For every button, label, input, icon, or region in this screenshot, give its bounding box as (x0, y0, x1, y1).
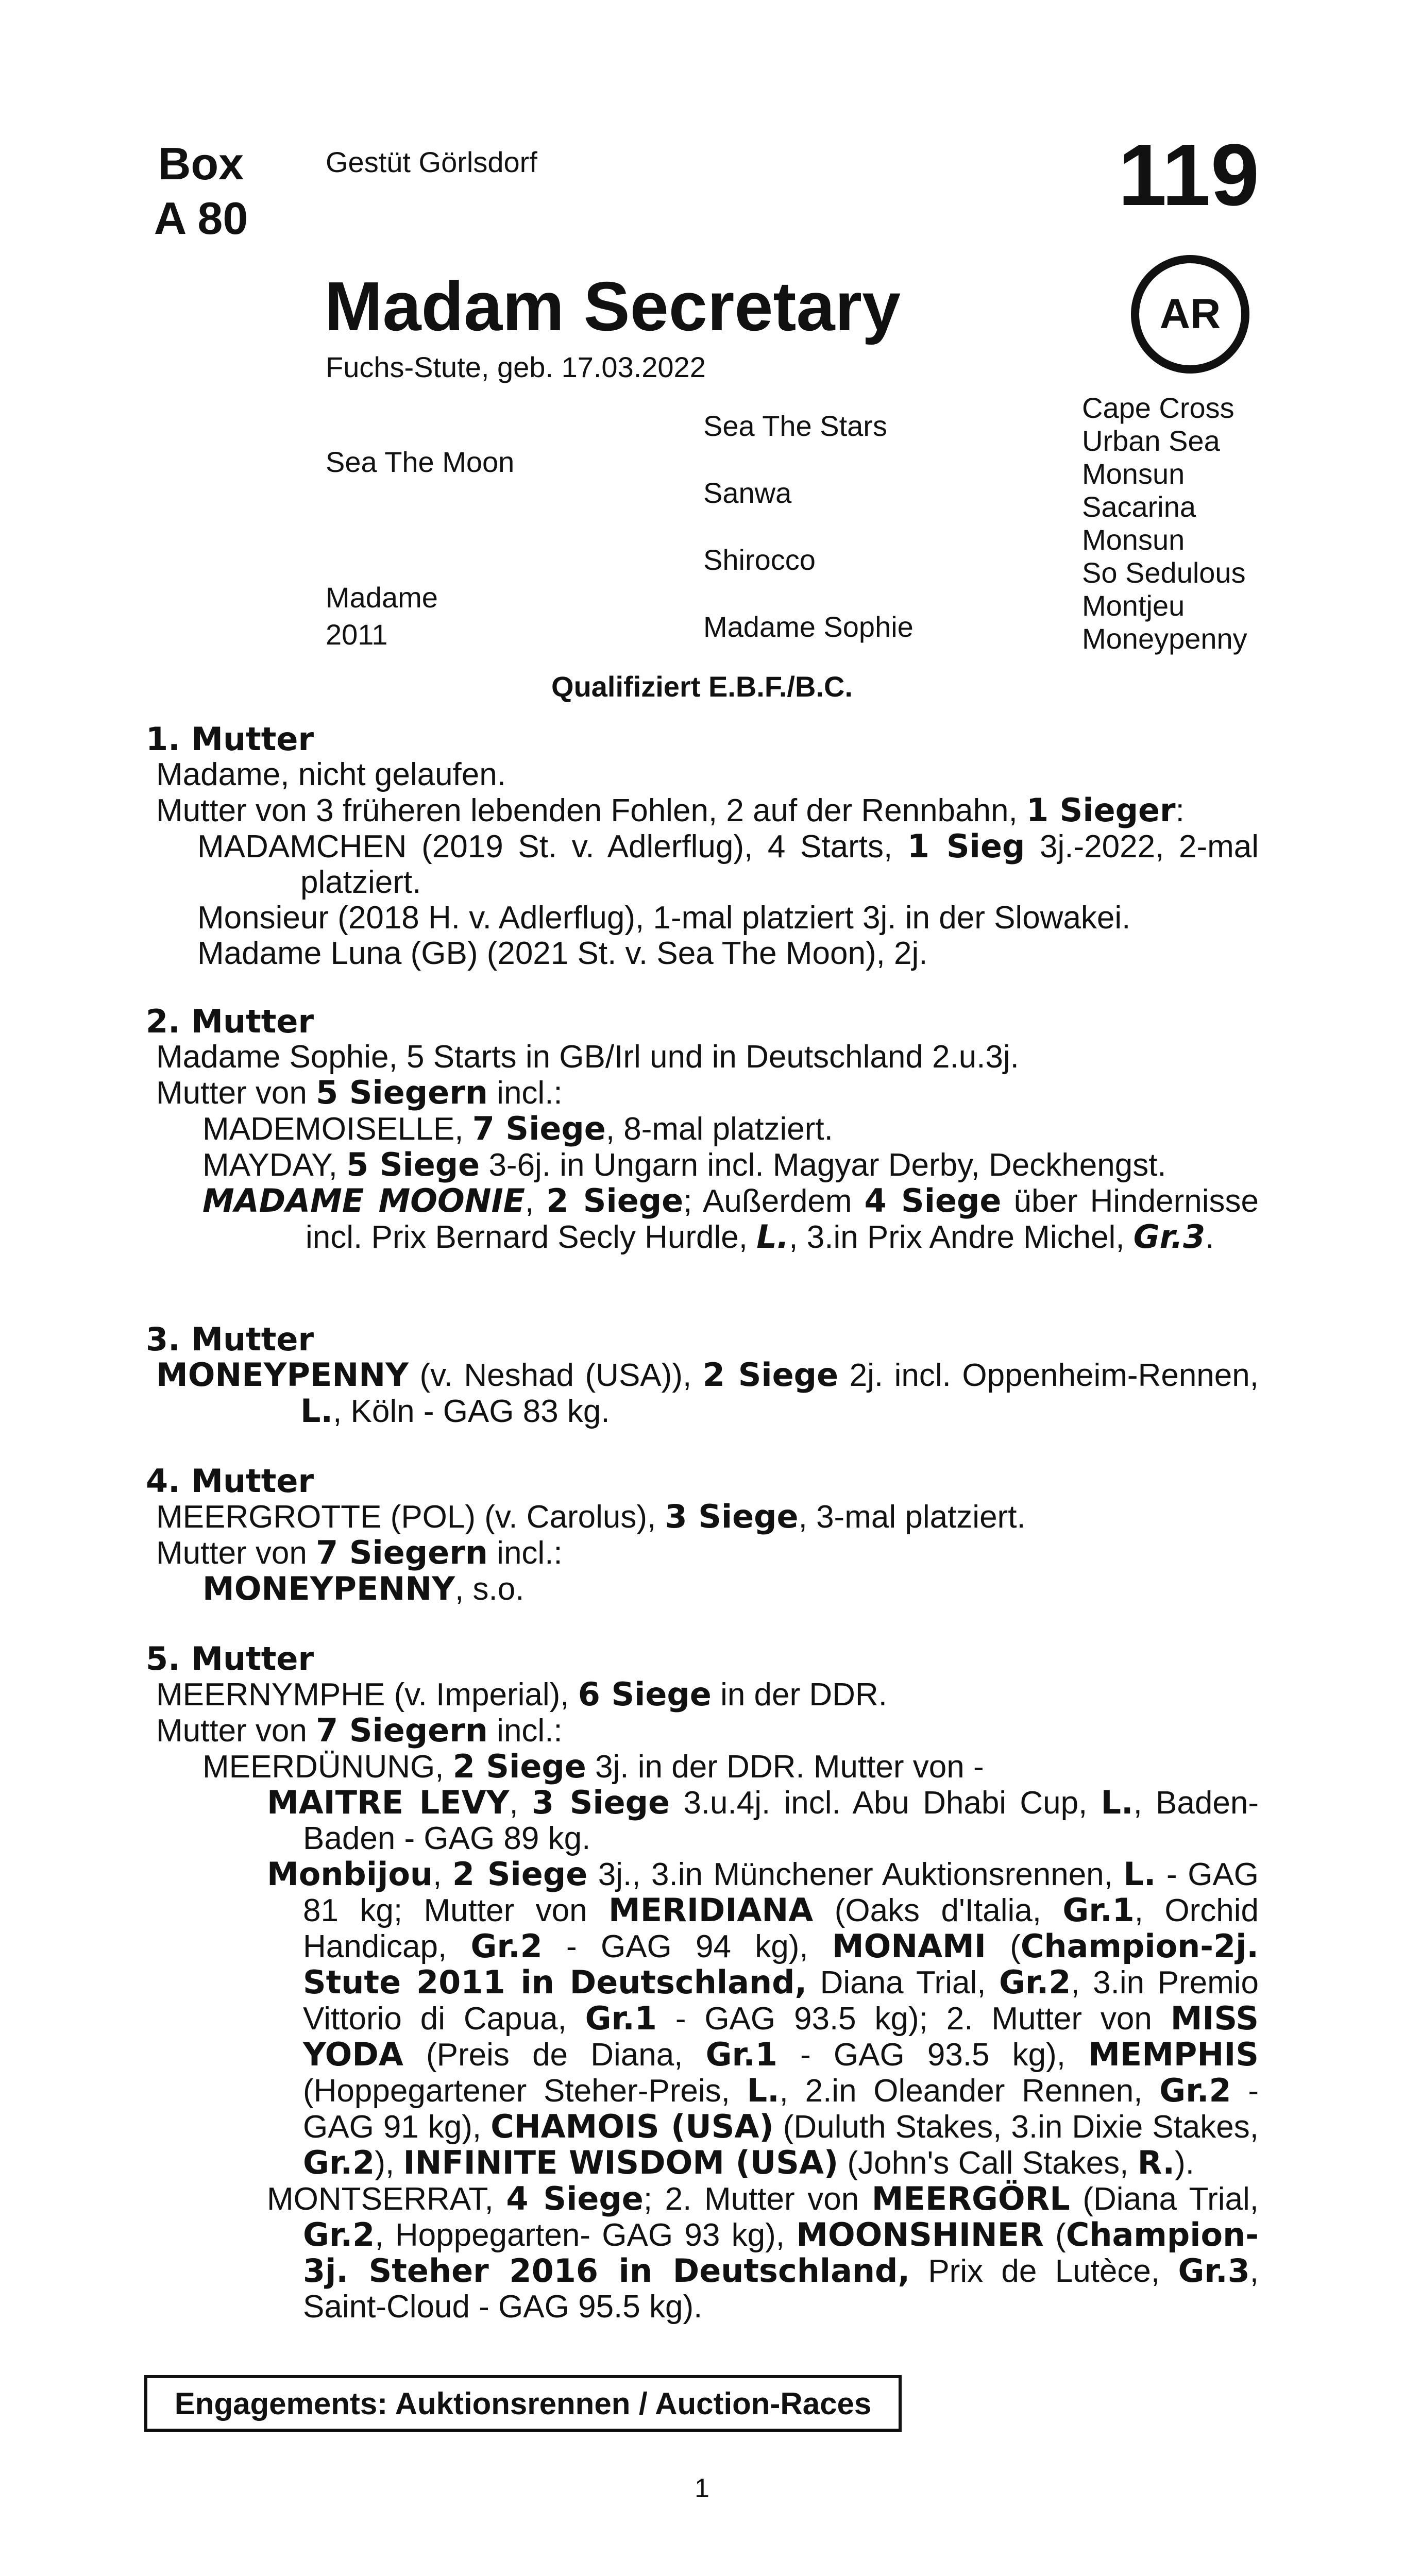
text: Mutter von 3 früheren lebenden Fohlen, 2 auf der Rennbahn, (156, 793, 1026, 828)
horse-name-emph: MERIDIANA (608, 1891, 814, 1929)
text: ), (375, 2145, 403, 2181)
horse-name-emph: MISS YODA (303, 1999, 1259, 2073)
horse-name: Madam Secretary (325, 267, 901, 345)
text: 2j. incl. Oppenheim-Rennen, (838, 1358, 1259, 1393)
race-grade: L. (1101, 1784, 1134, 1821)
win-count: 1 Sieg (907, 827, 1025, 865)
page-number: 1 (695, 2473, 709, 2503)
text: : (1175, 793, 1185, 828)
produce-entry (146, 2181, 1259, 2325)
win-count: 3 Siege (531, 1784, 670, 1821)
box-line-2: A 80 (154, 193, 248, 244)
text: , s.o. (455, 1571, 525, 1607)
text: MADAMCHEN (2019 St. v. Adlerflug), 4 Starts, (197, 829, 907, 865)
win-count: 6 Siege (578, 1675, 712, 1713)
text: ; 2. Mutter von (643, 2181, 872, 2217)
text: (Diana Trial, (1070, 2181, 1259, 2217)
produce-entry (146, 1183, 1259, 1255)
text: MEERGROTTE (POL) (v. Carolus), (156, 1499, 665, 1535)
dam-produce-summary (146, 1713, 1259, 1749)
text: - GAG 93.5 kg), (777, 2037, 1089, 2073)
text: incl.: (487, 1075, 563, 1111)
text: (Oaks d'Italia, (813, 1893, 1063, 1928)
text: , 3.in Prix Andre Michel, (789, 1219, 1134, 1255)
dam-produce-summary (146, 1075, 1259, 1111)
win-count: 3 Siege (665, 1498, 799, 1535)
pedigree-dam-sire: Shirocco (703, 544, 816, 576)
section-title: 5. Mutter (146, 1640, 314, 1677)
race-grade: Gr.2 (999, 1963, 1071, 2001)
text: MAYDAY, (202, 1147, 347, 1183)
text: MEERNYMPHE (v. Imperial), (156, 1677, 578, 1713)
dam-summary: Madame, nicht gelaufen. (156, 757, 506, 792)
section-title: 2. Mutter (146, 1003, 314, 1040)
race-grade: R. (1137, 2144, 1175, 2181)
text: ; Außerdem (683, 1183, 865, 1219)
win-count: 2 Siege (702, 1356, 839, 1394)
pedigree-sire-dam: Sanwa (703, 477, 792, 509)
pedigree-ancestor: Cape Cross (1082, 392, 1234, 424)
text: MONTSERRAT, (267, 2181, 506, 2217)
horse-name-emph: Monbijou (267, 1855, 433, 1893)
text: - GAG 91 kg), (303, 2073, 1259, 2145)
dam-summary (146, 1676, 1259, 1713)
winner-count: 1 Sieger (1026, 791, 1176, 829)
dam-summary (146, 1357, 1259, 1429)
race-grade: Gr.1 (705, 2036, 777, 2073)
win-count: 2 Siege (452, 1748, 586, 1785)
section-title: 1. Mutter (146, 720, 314, 758)
race-grade: L. (747, 2072, 780, 2109)
box-line-1: Box (158, 138, 244, 189)
text: (v. Neshad (USA)), (409, 1358, 703, 1393)
produce-entry (146, 1571, 1259, 1607)
horse-name-emph: MOONSHINER (796, 2216, 1044, 2253)
badge-label: AR (1159, 291, 1221, 337)
pedigree-ancestor: Moneypenny (1082, 622, 1247, 655)
text: (Hoppegartener Steher-Preis, (303, 2073, 747, 2109)
horse-details: Fuchs-Stute, geb. 17.03.2022 (326, 351, 706, 383)
pedigree-sire: Sea The Moon (326, 446, 515, 478)
champion-title: Champion-3j. Steher 2016 in Deutschland, (303, 2216, 1259, 2290)
text: Mutter von (156, 1075, 316, 1111)
pedigree-ancestor: Montjeu (1082, 589, 1185, 622)
text: MADEMOISELLE, (202, 1111, 472, 1147)
text: (John's Call Stakes, (838, 2145, 1138, 2181)
produce-entry (146, 828, 1259, 900)
text: 3j.-2022, 2-mal platziert. (300, 829, 1259, 900)
text: incl.: (487, 1535, 563, 1571)
race-grade: Gr.3 (1178, 2252, 1250, 2290)
ar-badge-icon (1131, 255, 1249, 374)
horse-name-emph: MONAMI (832, 1927, 986, 1965)
text: , Hoppegarten- GAG 93 kg), (375, 2217, 797, 2253)
produce-entry: Madame Luna (GB) (2021 St. v. Sea The Moon), 2j. (197, 936, 928, 971)
race-grade: Gr.2 (303, 2144, 375, 2181)
winner-count: 7 Siegern (316, 1534, 488, 1571)
text: Mutter von (156, 1535, 316, 1571)
text: ( (986, 1929, 1021, 1964)
pedigree-ancestor: Urban Sea (1082, 425, 1220, 457)
breeder: Gestüt Görlsdorf (326, 146, 537, 178)
produce-entry (146, 1111, 1259, 1147)
text: 3j. in der DDR. Mutter von - (586, 1749, 984, 1785)
text: (Preis de Diana, (403, 2037, 706, 2073)
pedigree-dam: Madame (326, 581, 438, 614)
race-grade: Gr.1 (1062, 1891, 1135, 1929)
text: , 3.in Premio Vittorio di Capua, (303, 1965, 1259, 2037)
produce-entry (146, 1749, 1259, 1785)
text: MEERDÜNUNG, (202, 1749, 453, 1785)
win-count: 2 Siege (452, 1855, 588, 1893)
race-grade: L. (1123, 1855, 1156, 1893)
section-third-dam (146, 1321, 1259, 1429)
race-grade: Gr.3 (1133, 1218, 1206, 1256)
produce-entry: Monsieur (2018 H. v. Adlerflug), 1-mal platziert 3j. in der Slowakei. (197, 900, 1131, 936)
produce-entry (146, 1785, 1259, 1856)
section-fifth-dam (146, 1641, 1259, 2325)
text: über Hindernisse incl. Prix Bernard Secly Hurdle, (306, 1183, 1259, 1255)
race-grade: Gr.1 (585, 1999, 657, 2037)
text: incl.: (487, 1713, 563, 1749)
produce-entry (146, 1147, 1259, 1183)
pedigree-sire-sire: Sea The Stars (703, 410, 887, 442)
win-count: 4 Siege (506, 2180, 644, 2217)
pedigree-ancestor: Sacarina (1082, 490, 1196, 523)
pedigree-third-generation (1082, 392, 1247, 655)
text: 3.u.4j. incl. Abu Dhabi Cup, (670, 1785, 1101, 1821)
win-count: 4 Siege (864, 1182, 1002, 1219)
win-count: 7 Siege (472, 1110, 606, 1147)
text: - GAG 94 kg), (542, 1929, 832, 1964)
lot-number: 119 (1118, 126, 1260, 224)
text: Diana Trial, (807, 1965, 1000, 2001)
horse-name-emph: INFINITE WISDOM (USA) (403, 2144, 839, 2181)
text: , (433, 1857, 452, 1892)
text: , (509, 1785, 532, 1821)
text: (Duluth Stakes, 3.in Dixie Stakes, (773, 2109, 1259, 2145)
win-count: 2 Siege (546, 1182, 684, 1219)
text: - GAG 81 kg; Mutter von (303, 1857, 1259, 1928)
text: Prix de Lutèce, (910, 2253, 1178, 2289)
horse-name-emph: MONEYPENNY (156, 1356, 409, 1394)
text: , Baden-Baden - GAG 89 kg. (303, 1785, 1259, 1856)
qualification: Qualifiziert E.B.F./B.C. (551, 670, 853, 703)
section-title: 3. Mutter (146, 1320, 314, 1358)
race-grade: Gr.2 (1159, 2072, 1231, 2109)
race-grade: Gr.2 (470, 1927, 543, 1965)
text: , Saint-Cloud - GAG 95.5 kg). (303, 2253, 1259, 2325)
champion-title: Champion-2j. Stute 2011 in Deutschland, (303, 1927, 1259, 2001)
text: . (1205, 1219, 1214, 1255)
section-fourth-dam (146, 1463, 1259, 1607)
section-title: 4. Mutter (146, 1462, 314, 1500)
dam-produce-summary (146, 792, 1259, 828)
winner-count: 5 Siegern (316, 1074, 488, 1111)
text: , 2.in Oleander Rennen, (779, 2073, 1160, 2109)
text: ). (1175, 2145, 1194, 2181)
text: , 8-mal platziert. (605, 1111, 833, 1147)
horse-name-emph: CHAMOIS (USA) (490, 2108, 774, 2145)
pedigree-ancestor: Monsun (1082, 523, 1185, 556)
text: - GAG 93.5 kg); 2. Mutter von (656, 2001, 1171, 2037)
text: , Köln - GAG 83 kg. (333, 1394, 610, 1429)
text: 3j., 3.in Münchener Auktionsrennen, (587, 1857, 1124, 1892)
horse-name-emph: MADAME MOONIE (202, 1182, 525, 1219)
pedigree-dam-dam: Madame Sophie (703, 611, 914, 643)
text: in der DDR. (711, 1677, 887, 1713)
text: Mutter von (156, 1713, 316, 1749)
text: , 3-mal platziert. (798, 1499, 1026, 1535)
horse-name-emph: MAITRE LEVY (267, 1784, 510, 1821)
produce-entry (146, 1856, 1259, 2181)
horse-name-emph: MEMPHIS (1088, 2036, 1259, 2073)
pedigree-ancestor: So Sedulous (1082, 556, 1246, 589)
text: ( (1043, 2217, 1066, 2253)
text: 3-6j. in Ungarn incl. Magyar Derby, Deckhengst. (480, 1147, 1166, 1183)
winner-count: 7 Siegern (316, 1711, 488, 1749)
section-second-dam (146, 1004, 1259, 1255)
horse-name-emph: MEERGÖRL (871, 2180, 1070, 2217)
win-count: 5 Siege (346, 1146, 480, 1183)
dam-produce-summary (146, 1535, 1259, 1571)
race-grade: Gr.2 (303, 2216, 375, 2253)
box-label (149, 137, 252, 246)
dam-summary (146, 1499, 1259, 1535)
horse-name-emph: MONEYPENNY (202, 1570, 455, 1607)
pedigree-dam-year: 2011 (326, 618, 388, 651)
race-grade: L. (300, 1392, 333, 1430)
pedigree-ancestor: Monsun (1082, 457, 1185, 490)
section-first-dam (146, 721, 1259, 971)
race-grade: L. (756, 1218, 789, 1256)
text: , (525, 1183, 547, 1219)
dam-summary: Madame Sophie, 5 Starts in GB/Irl und in Deutschland 2.u.3j. (156, 1039, 1019, 1075)
engagements-box: Engagements: Auktionsrennen / Auction-Races (144, 2375, 902, 2432)
text: , Orchid Handicap, (303, 1893, 1259, 1964)
